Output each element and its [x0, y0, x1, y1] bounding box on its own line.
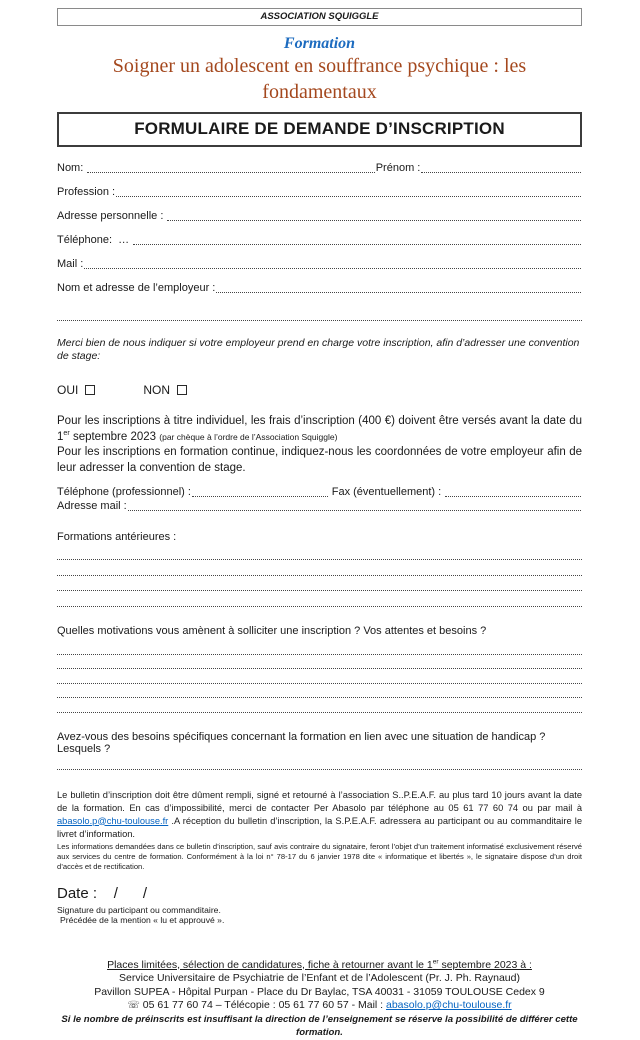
individual-text: Pour les inscriptions à titre individuel, les frais d’inscription (400 €) doivent être versés avant la date du 1: [57, 415, 582, 443]
oui-checkbox[interactable]: [85, 385, 95, 395]
profession-label: Profession :: [57, 186, 116, 198]
field-row-nom-prenom: [57, 162, 582, 175]
date-field: Date : / /: [57, 884, 148, 902]
telephone-icon: ☏: [127, 1000, 140, 1011]
employeur-field-line2: [57, 308, 582, 321]
handicap-question: Avez-vous des besoins spécifiques concernant la formation en lien avec une situation de handicap ? Lesquels ?: [57, 730, 546, 755]
write-in-line: [57, 593, 582, 607]
write-in-line: [57, 562, 582, 576]
write-in-line: [57, 655, 582, 669]
fax-label: Fax (éventuellement) :: [328, 486, 445, 498]
motivations-question: Quelles motivations vous amènent à solliciter une inscription ? Vos attentes et besoins ?: [57, 624, 487, 637]
adresse-field: [167, 220, 581, 221]
formations-anterieures-fields: [57, 546, 582, 607]
contact-text: 05 61 77 60 74 – Télécopie : 05 61 77 60 57 - Mail :: [139, 999, 386, 1011]
course-title: Soigner un adolescent en souffrance psychique : les fondamentaux: [112, 55, 527, 103]
telephone-field: [133, 244, 581, 245]
employer-choice-row: [57, 383, 582, 397]
mail-field: [84, 268, 581, 269]
address-line: Pavillon SUPEA - Hôpital Purpan - Place du Dr Baylac, TSA 40031 - 31059 TOULOUSE Cedex 9: [94, 985, 545, 998]
write-in-line: [57, 684, 582, 698]
field-row-telephone: [57, 234, 582, 247]
deadline-text: Places limitées, sélection de candidatures, fiche à retourner avant le 1: [107, 958, 433, 971]
nom-field: [87, 172, 374, 173]
fax-field: [445, 496, 581, 497]
prenom-field: [421, 172, 581, 173]
telephone-pro-label: Téléphone (professionnel) :: [57, 486, 191, 498]
association-name: ASSOCIATION SQUIGGLE: [260, 11, 379, 22]
instructions-text-2: .A réception du bulletin d’inscription, la S.P.E.A.F. adressera au participant ou au commanditaire le livret d’information.: [57, 815, 582, 839]
email-link[interactable]: abasolo.p@chu-toulouse.fr: [57, 815, 169, 826]
cheque-note: (par chèque à l’ordre de l’Association Squiggle): [159, 431, 338, 442]
employeur-label: Nom et adresse de l’employeur :: [57, 282, 216, 294]
footer-block: [57, 959, 582, 1040]
signature-instructions: [57, 905, 582, 926]
formations-anterieures-label: Formations antérieures :: [57, 531, 177, 543]
form-title: FORMULAIRE DE DEMANDE D’INSCRIPTION: [134, 119, 505, 138]
adresse-mail-label: Adresse mail :: [57, 500, 127, 512]
formation-label: Formation: [283, 35, 356, 52]
signature-line1: Signature du participant ou commanditaire.: [57, 904, 221, 915]
privacy-notice: Les informations demandées dans ce bulletin d’inscription, sauf avis contraire du signataire, feront l’objet d’un traitement informatisé exclusivement réservé aux services du centre de formation. Conformément à la loi n° 78-17 du 6 janvier 1978 dite « informatique et libertés », le signataire dispose d’un droit d’accès et de rectification.: [57, 841, 582, 871]
field-row-tel-fax: [57, 486, 582, 499]
form-title-box: [57, 112, 582, 147]
individual-text-2: septembre 2023: [69, 430, 160, 443]
nom-label: Nom:: [57, 162, 87, 174]
instructions-text: Le bulletin d’inscription doit être dûment rempli, signé et retourné à l’association S..P.E.A.F. au plus tard 10 jours avant la date de la formation. En cas d’impossibilité, merci de contacter Per Abasolo par téléphone au 05 61 77 60 74 ou par mail à: [57, 789, 582, 813]
deadline-line: [57, 959, 582, 973]
field-row-adresse-mail: [57, 500, 582, 513]
write-in-line: [57, 670, 582, 684]
disclaimer-line: Si le nombre de préinscrits est insuffisant la direction de l’enseignement se réserve la possibilité de différer cette formation.: [61, 1013, 578, 1038]
write-in-line: [57, 546, 582, 560]
telephone-label: Téléphone: …: [57, 234, 133, 246]
association-header: [57, 8, 582, 26]
oui-label: OUI: [57, 383, 79, 397]
adresse-label: Adresse personnelle :: [57, 210, 167, 222]
service-line: Service Universitaire de Psychiatrie de l’Enfant et de l’Adolescent (Pr. J. Ph. Raynaud): [119, 972, 520, 984]
motivations-fields: [57, 641, 582, 713]
handicap-field: [57, 757, 582, 770]
pro-contact-block: [57, 486, 582, 513]
deadline-text-2: septembre 2023 à :: [438, 958, 532, 971]
field-row-adresse: [57, 210, 582, 223]
write-in-line: [57, 577, 582, 591]
ordinal-sup: er: [63, 428, 70, 437]
field-row-employeur: [57, 282, 582, 295]
individual-registration-paragraph: [57, 414, 582, 445]
prenom-label: Prénom :: [375, 162, 421, 174]
non-checkbox[interactable]: [177, 385, 187, 395]
ordinal-sup: er: [432, 958, 439, 965]
adresse-mail-field: [128, 510, 581, 511]
write-in-line: [57, 641, 582, 655]
employeur-field: [216, 292, 581, 293]
mail-label: Mail :: [57, 258, 84, 270]
field-row-mail: [57, 258, 582, 271]
profession-field: [116, 196, 581, 197]
employer-note: Merci bien de nous indiquer si votre employeur prend en charge votre inscription, afin d’adresser une convention de stage:: [57, 337, 580, 362]
return-instructions: [57, 789, 582, 841]
signature-line2: Précédée de la mention « lu et approuvé ».: [60, 915, 225, 925]
footer-email-link[interactable]: abasolo.p@chu-toulouse.fr: [386, 999, 512, 1011]
non-label: NON: [143, 383, 171, 397]
continuing-education-paragraph: Pour les inscriptions en formation continue, indiquez-nous les coordonnées de votre employeur afin de leur adresser la convention de stage.: [57, 446, 582, 474]
telephone-pro-field: [192, 496, 328, 497]
field-row-profession: [57, 186, 582, 199]
contact-line: [57, 999, 582, 1013]
write-in-line: [57, 699, 582, 713]
